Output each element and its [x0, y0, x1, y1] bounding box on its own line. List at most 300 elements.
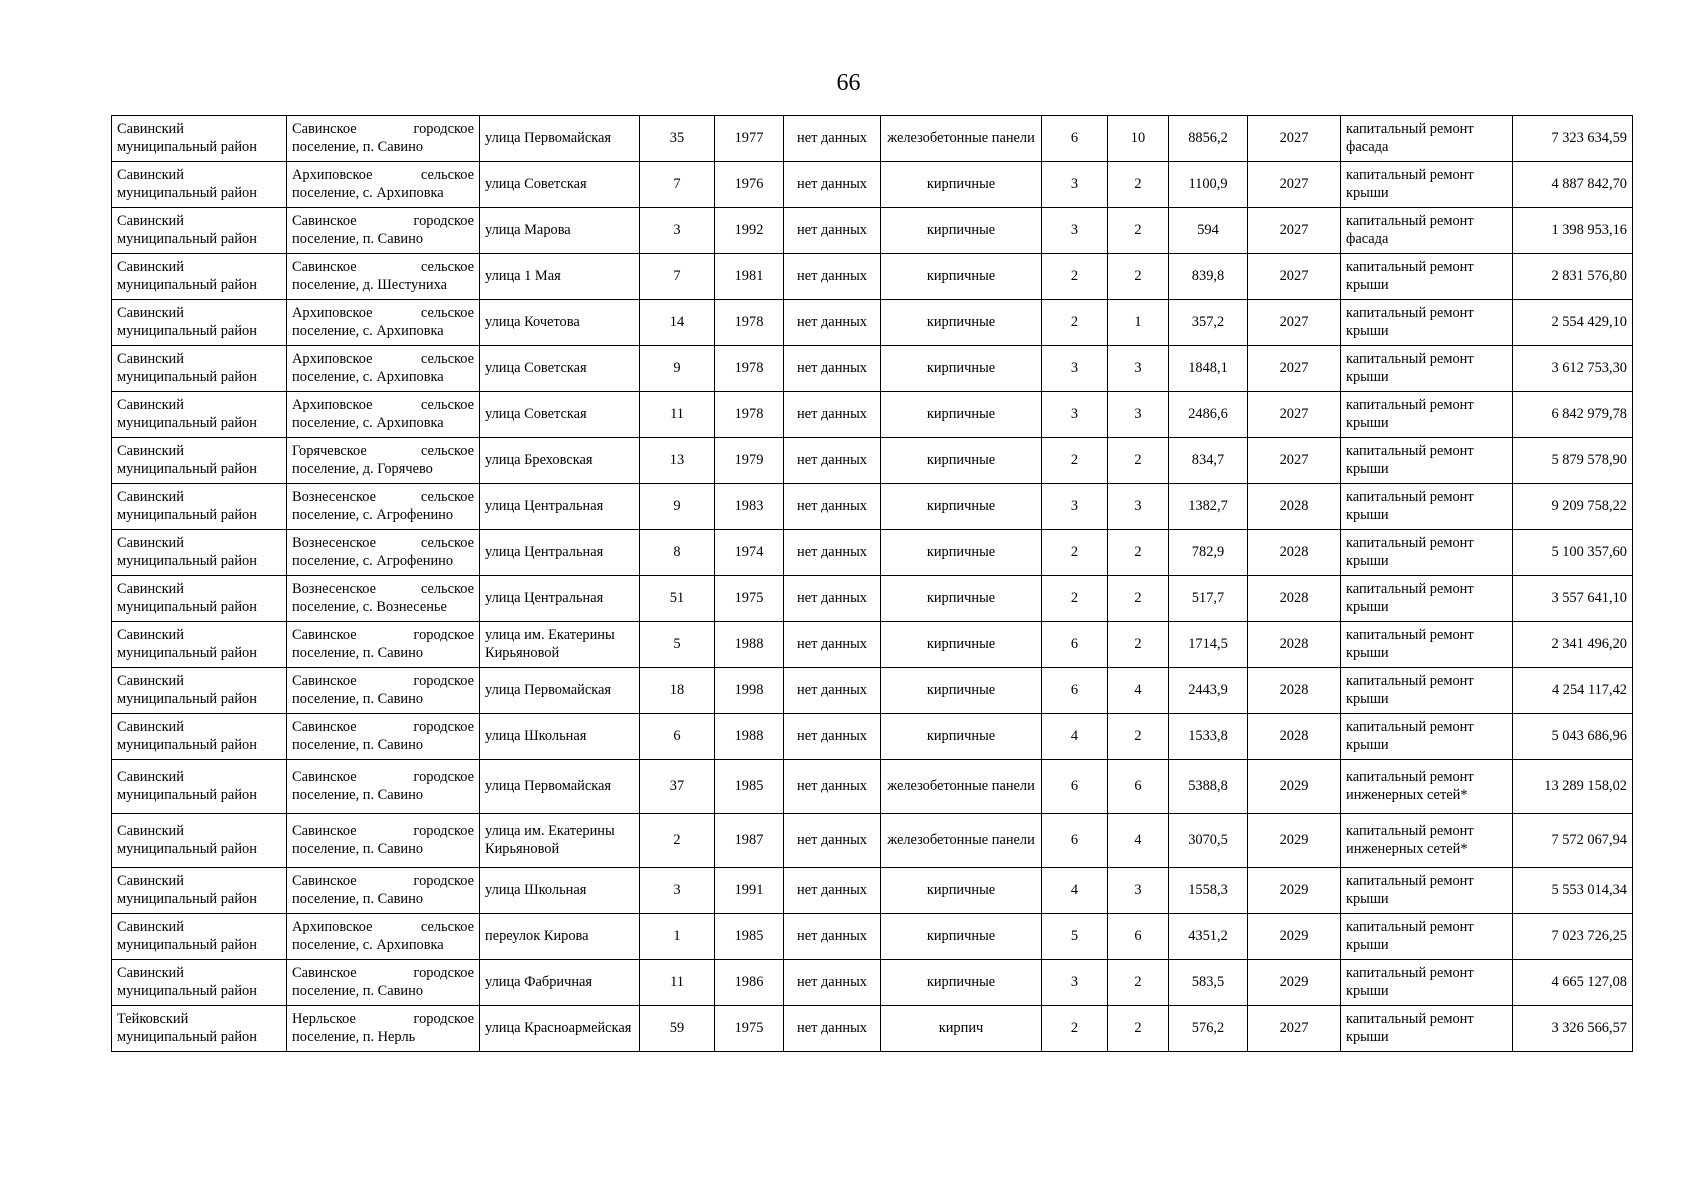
cell-entrances: 2 — [1108, 622, 1169, 668]
cell-area: 594 — [1169, 208, 1248, 254]
cell-settlement — [287, 116, 480, 162]
cell-street: улица Первомайская — [480, 668, 640, 714]
table-row — [112, 162, 1633, 208]
cell-settlement — [287, 622, 480, 668]
cell-work-type: капитальный ремонт крыши — [1341, 530, 1513, 576]
cell-district: Савинский муниципальный район — [112, 576, 287, 622]
cell-wall-material: кирпичные — [881, 668, 1042, 714]
cell-build-year: 1976 — [715, 162, 784, 208]
cell-street: улица Советская — [480, 162, 640, 208]
cell-build-year: 1974 — [715, 530, 784, 576]
settlement-line-1: Савинское городское — [292, 965, 474, 981]
cell-floors: 3 — [1042, 346, 1108, 392]
cell-build-year: 1998 — [715, 668, 784, 714]
cell-work-type: капитальный ремонт крыши — [1341, 622, 1513, 668]
cell-entrances: 2 — [1108, 438, 1169, 484]
table-row — [112, 208, 1633, 254]
cell-cost: 2 341 496,20 — [1513, 622, 1633, 668]
settlement-line-1: Архиповское сельское — [292, 167, 474, 183]
cell-entrances: 3 — [1108, 484, 1169, 530]
cell-house-number: 9 — [640, 484, 715, 530]
settlement-line-1: Савинское городское — [292, 823, 474, 839]
cell-house-number: 2 — [640, 814, 715, 868]
cell-floors: 3 — [1042, 162, 1108, 208]
cell-commissioning: нет данных — [784, 714, 881, 760]
cell-entrances: 2 — [1108, 576, 1169, 622]
cell-district: Савинский муниципальный район — [112, 668, 287, 714]
cell-entrances: 4 — [1108, 668, 1169, 714]
table-row — [112, 116, 1633, 162]
cell-commissioning: нет данных — [784, 530, 881, 576]
cell-area: 782,9 — [1169, 530, 1248, 576]
cell-area: 3070,5 — [1169, 814, 1248, 868]
cell-entrances: 3 — [1108, 868, 1169, 914]
cell-commissioning: нет данных — [784, 438, 881, 484]
cell-entrances: 6 — [1108, 760, 1169, 814]
cell-work-type: капитальный ремонт крыши — [1341, 576, 1513, 622]
cell-wall-material: кирпичные — [881, 576, 1042, 622]
cell-district: Савинский муниципальный район — [112, 162, 287, 208]
cell-cost: 4 665 127,08 — [1513, 960, 1633, 1006]
settlement-line-2: поселение, п. Савино — [292, 644, 424, 661]
cell-entrances: 2 — [1108, 714, 1169, 760]
settlement-line-2: поселение, с. Архиповка — [292, 184, 444, 201]
settlement-line-2: поселение, с. Агрофенино — [292, 506, 454, 523]
cell-work-type: капитальный ремонт крыши — [1341, 714, 1513, 760]
cell-street: улица Советская — [480, 392, 640, 438]
cell-settlement — [287, 1006, 480, 1052]
housing-register-table — [111, 115, 1633, 1052]
table-row — [112, 868, 1633, 914]
settlement-line-2: поселение, д. Горячево — [292, 460, 433, 477]
page-number: 66 — [836, 70, 861, 96]
cell-build-year: 1983 — [715, 484, 784, 530]
cell-street: улица 1 Мая — [480, 254, 640, 300]
table-row — [112, 622, 1633, 668]
cell-floors: 2 — [1042, 254, 1108, 300]
settlement-line-1: Савинское городское — [292, 213, 474, 229]
cell-plan-year: 2029 — [1248, 868, 1341, 914]
cell-cost: 5 553 014,34 — [1513, 868, 1633, 914]
cell-work-type: капитальный ремонт крыши — [1341, 914, 1513, 960]
cell-plan-year: 2027 — [1248, 162, 1341, 208]
table-row — [112, 438, 1633, 484]
cell-district: Савинский муниципальный район — [112, 814, 287, 868]
cell-area: 2443,9 — [1169, 668, 1248, 714]
cell-cost: 13 289 158,02 — [1513, 760, 1633, 814]
cell-street: улица Центральная — [480, 484, 640, 530]
cell-cost: 6 842 979,78 — [1513, 392, 1633, 438]
cell-build-year: 1987 — [715, 814, 784, 868]
table-row — [112, 960, 1633, 1006]
cell-build-year: 1981 — [715, 254, 784, 300]
cell-area: 5388,8 — [1169, 760, 1248, 814]
cell-area: 4351,2 — [1169, 914, 1248, 960]
cell-settlement — [287, 914, 480, 960]
settlement-line-1: Вознесенское сельское — [292, 489, 474, 505]
cell-commissioning: нет данных — [784, 392, 881, 438]
cell-house-number: 37 — [640, 760, 715, 814]
cell-street: улица Центральная — [480, 530, 640, 576]
cell-commissioning: нет данных — [784, 622, 881, 668]
cell-floors: 3 — [1042, 208, 1108, 254]
cell-street: улица Фабричная — [480, 960, 640, 1006]
cell-plan-year: 2029 — [1248, 760, 1341, 814]
cell-commissioning: нет данных — [784, 868, 881, 914]
cell-build-year: 1988 — [715, 622, 784, 668]
cell-house-number: 7 — [640, 162, 715, 208]
settlement-line-2: поселение, п. Савино — [292, 982, 424, 999]
cell-floors: 6 — [1042, 622, 1108, 668]
settlement-line-1: Савинское городское — [292, 121, 474, 137]
cell-entrances: 6 — [1108, 914, 1169, 960]
cell-street: улица Бреховская — [480, 438, 640, 484]
cell-area: 576,2 — [1169, 1006, 1248, 1052]
cell-house-number: 7 — [640, 254, 715, 300]
cell-commissioning: нет данных — [784, 346, 881, 392]
cell-plan-year: 2027 — [1248, 116, 1341, 162]
cell-district: Савинский муниципальный район — [112, 868, 287, 914]
cell-build-year: 1977 — [715, 116, 784, 162]
cell-floors: 6 — [1042, 814, 1108, 868]
cell-work-type: капитальный ремонт фасада — [1341, 116, 1513, 162]
cell-district: Савинский муниципальный район — [112, 346, 287, 392]
cell-commissioning: нет данных — [784, 960, 881, 1006]
cell-settlement — [287, 438, 480, 484]
cell-entrances: 3 — [1108, 392, 1169, 438]
cell-commissioning: нет данных — [784, 484, 881, 530]
cell-plan-year: 2027 — [1248, 208, 1341, 254]
settlement-line-1: Савинское сельское — [292, 259, 474, 275]
cell-plan-year: 2028 — [1248, 576, 1341, 622]
cell-house-number: 1 — [640, 914, 715, 960]
cell-floors: 5 — [1042, 914, 1108, 960]
cell-wall-material: кирпичные — [881, 484, 1042, 530]
cell-district: Савинский муниципальный район — [112, 760, 287, 814]
settlement-line-1: Савинское городское — [292, 769, 474, 785]
cell-wall-material: кирпич — [881, 1006, 1042, 1052]
cell-build-year: 1992 — [715, 208, 784, 254]
cell-area: 1848,1 — [1169, 346, 1248, 392]
cell-entrances: 2 — [1108, 162, 1169, 208]
cell-district: Савинский муниципальный район — [112, 914, 287, 960]
cell-area: 834,7 — [1169, 438, 1248, 484]
cell-house-number: 3 — [640, 868, 715, 914]
cell-commissioning: нет данных — [784, 162, 881, 208]
cell-build-year: 1978 — [715, 392, 784, 438]
cell-street: улица Кочетова — [480, 300, 640, 346]
cell-plan-year: 2028 — [1248, 484, 1341, 530]
cell-work-type: капитальный ремонт крыши — [1341, 438, 1513, 484]
table-row — [112, 254, 1633, 300]
cell-plan-year: 2028 — [1248, 622, 1341, 668]
cell-wall-material: железобетонные панели — [881, 814, 1042, 868]
table-row — [112, 300, 1633, 346]
cell-wall-material: кирпичные — [881, 162, 1042, 208]
cell-settlement — [287, 668, 480, 714]
cell-district: Савинский муниципальный район — [112, 438, 287, 484]
settlement-line-2: поселение, с. Архиповка — [292, 322, 444, 339]
settlement-line-1: Савинское городское — [292, 627, 474, 643]
cell-work-type: капитальный ремонт инженерных сетей* — [1341, 814, 1513, 868]
cell-plan-year: 2029 — [1248, 814, 1341, 868]
cell-work-type: капитальный ремонт крыши — [1341, 668, 1513, 714]
cell-commissioning: нет данных — [784, 208, 881, 254]
cell-district: Савинский муниципальный район — [112, 714, 287, 760]
cell-house-number: 18 — [640, 668, 715, 714]
cell-settlement — [287, 530, 480, 576]
cell-street: улица Красноармейская — [480, 1006, 640, 1052]
cell-build-year: 1975 — [715, 576, 784, 622]
cell-district: Савинский муниципальный район — [112, 484, 287, 530]
cell-floors: 4 — [1042, 868, 1108, 914]
cell-house-number: 8 — [640, 530, 715, 576]
cell-cost: 7 023 726,25 — [1513, 914, 1633, 960]
cell-house-number: 59 — [640, 1006, 715, 1052]
cell-settlement — [287, 714, 480, 760]
cell-district: Савинский муниципальный район — [112, 622, 287, 668]
cell-wall-material: кирпичные — [881, 960, 1042, 1006]
cell-settlement — [287, 346, 480, 392]
cell-area: 583,5 — [1169, 960, 1248, 1006]
cell-plan-year: 2027 — [1248, 438, 1341, 484]
cell-floors: 6 — [1042, 668, 1108, 714]
cell-wall-material: кирпичные — [881, 714, 1042, 760]
table-row — [112, 760, 1633, 814]
cell-area: 517,7 — [1169, 576, 1248, 622]
cell-plan-year: 2028 — [1248, 668, 1341, 714]
cell-area: 1382,7 — [1169, 484, 1248, 530]
cell-district: Савинский муниципальный район — [112, 254, 287, 300]
cell-build-year: 1991 — [715, 868, 784, 914]
cell-district: Савинский муниципальный район — [112, 960, 287, 1006]
cell-house-number: 6 — [640, 714, 715, 760]
cell-plan-year: 2027 — [1248, 254, 1341, 300]
cell-area: 1714,5 — [1169, 622, 1248, 668]
settlement-line-2: поселение, с. Архиповка — [292, 368, 444, 385]
cell-commissioning: нет данных — [784, 760, 881, 814]
cell-street: улица Школьная — [480, 868, 640, 914]
cell-floors: 4 — [1042, 714, 1108, 760]
cell-district: Савинский муниципальный район — [112, 208, 287, 254]
cell-plan-year: 2027 — [1248, 392, 1341, 438]
cell-work-type: капитальный ремонт крыши — [1341, 392, 1513, 438]
cell-work-type: капитальный ремонт крыши — [1341, 162, 1513, 208]
cell-wall-material: кирпичные — [881, 622, 1042, 668]
cell-work-type: капитальный ремонт крыши — [1341, 484, 1513, 530]
cell-commissioning: нет данных — [784, 254, 881, 300]
cell-build-year: 1975 — [715, 1006, 784, 1052]
table-row — [112, 346, 1633, 392]
cell-settlement — [287, 162, 480, 208]
cell-wall-material: кирпичные — [881, 530, 1042, 576]
cell-floors: 6 — [1042, 116, 1108, 162]
cell-cost: 7 323 634,59 — [1513, 116, 1633, 162]
cell-wall-material: железобетонные панели — [881, 116, 1042, 162]
cell-cost: 1 398 953,16 — [1513, 208, 1633, 254]
settlement-line-2: поселение, д. Шестуниха — [292, 276, 448, 293]
cell-district: Савинский муниципальный район — [112, 392, 287, 438]
table-row — [112, 714, 1633, 760]
settlement-line-1: Архиповское сельское — [292, 351, 474, 367]
cell-house-number: 9 — [640, 346, 715, 392]
cell-settlement — [287, 208, 480, 254]
settlement-line-2: поселение, п. Савино — [292, 890, 424, 907]
cell-cost: 3 326 566,57 — [1513, 1006, 1633, 1052]
cell-build-year: 1985 — [715, 914, 784, 960]
cell-entrances: 10 — [1108, 116, 1169, 162]
settlement-line-1: Савинское городское — [292, 719, 474, 735]
cell-street: улица им. Екатерины Кирьяновой — [480, 814, 640, 868]
cell-commissioning: нет данных — [784, 814, 881, 868]
table-row — [112, 668, 1633, 714]
cell-street: улица им. Екатерины Кирьяновой — [480, 622, 640, 668]
cell-cost: 9 209 758,22 — [1513, 484, 1633, 530]
settlement-line-2: поселение, п. Савино — [292, 840, 424, 857]
settlement-line-1: Савинское городское — [292, 673, 474, 689]
cell-street: улица Школьная — [480, 714, 640, 760]
settlement-line-2: поселение, п. Савино — [292, 690, 424, 707]
cell-wall-material: кирпичные — [881, 914, 1042, 960]
settlement-line-1: Архиповское сельское — [292, 397, 474, 413]
cell-entrances: 2 — [1108, 1006, 1169, 1052]
cell-entrances: 3 — [1108, 346, 1169, 392]
cell-work-type: капитальный ремонт крыши — [1341, 346, 1513, 392]
settlement-line-1: Вознесенское сельское — [292, 581, 474, 597]
cell-cost: 5 100 357,60 — [1513, 530, 1633, 576]
cell-house-number: 3 — [640, 208, 715, 254]
cell-house-number: 35 — [640, 116, 715, 162]
cell-work-type: капитальный ремонт крыши — [1341, 1006, 1513, 1052]
cell-cost: 4 887 842,70 — [1513, 162, 1633, 208]
settlement-line-1: Нерльское городское — [292, 1011, 474, 1027]
cell-settlement — [287, 484, 480, 530]
cell-build-year: 1978 — [715, 346, 784, 392]
cell-house-number: 11 — [640, 392, 715, 438]
table-row — [112, 914, 1633, 960]
cell-settlement — [287, 254, 480, 300]
cell-wall-material: железобетонные панели — [881, 760, 1042, 814]
settlement-line-1: Горячевское сельское — [292, 443, 474, 459]
settlement-line-2: поселение, п. Нерль — [292, 1028, 416, 1045]
settlement-line-1: Савинское городское — [292, 873, 474, 889]
cell-floors: 3 — [1042, 392, 1108, 438]
cell-settlement — [287, 392, 480, 438]
table-row — [112, 484, 1633, 530]
cell-commissioning: нет данных — [784, 116, 881, 162]
cell-floors: 2 — [1042, 300, 1108, 346]
settlement-line-2: поселение, п. Савино — [292, 138, 424, 155]
cell-floors: 3 — [1042, 484, 1108, 530]
cell-settlement — [287, 814, 480, 868]
cell-settlement — [287, 576, 480, 622]
cell-work-type: капитальный ремонт крыши — [1341, 254, 1513, 300]
cell-entrances: 2 — [1108, 208, 1169, 254]
cell-plan-year: 2029 — [1248, 914, 1341, 960]
cell-commissioning: нет данных — [784, 300, 881, 346]
cell-build-year: 1985 — [715, 760, 784, 814]
settlement-line-2: поселение, п. Савино — [292, 786, 424, 803]
cell-commissioning: нет данных — [784, 576, 881, 622]
table-row — [112, 814, 1633, 868]
cell-area: 1558,3 — [1169, 868, 1248, 914]
cell-district: Савинский муниципальный район — [112, 530, 287, 576]
cell-house-number: 11 — [640, 960, 715, 1006]
cell-street: улица Первомайская — [480, 760, 640, 814]
cell-work-type: капитальный ремонт крыши — [1341, 960, 1513, 1006]
cell-wall-material: кирпичные — [881, 254, 1042, 300]
cell-plan-year: 2027 — [1248, 300, 1341, 346]
settlement-line-2: поселение, с. Архиповка — [292, 936, 444, 953]
cell-wall-material: кирпичные — [881, 346, 1042, 392]
cell-build-year: 1978 — [715, 300, 784, 346]
cell-cost: 5 043 686,96 — [1513, 714, 1633, 760]
settlement-line-2: поселение, с. Архиповка — [292, 414, 444, 431]
cell-cost: 3 612 753,30 — [1513, 346, 1633, 392]
cell-entrances: 2 — [1108, 960, 1169, 1006]
settlement-line-1: Архиповское сельское — [292, 919, 474, 935]
cell-wall-material: кирпичные — [881, 392, 1042, 438]
cell-entrances: 2 — [1108, 530, 1169, 576]
cell-area: 1100,9 — [1169, 162, 1248, 208]
cell-work-type: капитальный ремонт крыши — [1341, 868, 1513, 914]
settlement-line-1: Вознесенское сельское — [292, 535, 474, 551]
cell-work-type: капитальный ремонт фасада — [1341, 208, 1513, 254]
cell-area: 2486,6 — [1169, 392, 1248, 438]
cell-floors: 6 — [1042, 760, 1108, 814]
cell-entrances: 1 — [1108, 300, 1169, 346]
cell-settlement — [287, 960, 480, 1006]
table-row — [112, 530, 1633, 576]
cell-build-year: 1986 — [715, 960, 784, 1006]
cell-cost: 2 554 429,10 — [1513, 300, 1633, 346]
cell-build-year: 1988 — [715, 714, 784, 760]
cell-floors: 2 — [1042, 1006, 1108, 1052]
cell-street: улица Первомайская — [480, 116, 640, 162]
cell-plan-year: 2028 — [1248, 714, 1341, 760]
cell-floors: 3 — [1042, 960, 1108, 1006]
cell-build-year: 1979 — [715, 438, 784, 484]
cell-house-number: 13 — [640, 438, 715, 484]
cell-commissioning: нет данных — [784, 1006, 881, 1052]
cell-cost: 7 572 067,94 — [1513, 814, 1633, 868]
cell-district: Савинский муниципальный район — [112, 116, 287, 162]
cell-district: Савинский муниципальный район — [112, 300, 287, 346]
cell-commissioning: нет данных — [784, 668, 881, 714]
cell-house-number: 51 — [640, 576, 715, 622]
cell-entrances: 4 — [1108, 814, 1169, 868]
cell-work-type: капитальный ремонт крыши — [1341, 300, 1513, 346]
cell-cost: 2 831 576,80 — [1513, 254, 1633, 300]
cell-wall-material: кирпичные — [881, 868, 1042, 914]
cell-street: улица Марова — [480, 208, 640, 254]
cell-entrances: 2 — [1108, 254, 1169, 300]
settlement-line-1: Архиповское сельское — [292, 305, 474, 321]
cell-commissioning: нет данных — [784, 914, 881, 960]
cell-house-number: 5 — [640, 622, 715, 668]
settlement-line-2: поселение, п. Савино — [292, 230, 424, 247]
cell-floors: 2 — [1042, 530, 1108, 576]
settlement-line-2: поселение, с. Вознесенье — [292, 598, 447, 615]
cell-wall-material: кирпичные — [881, 438, 1042, 484]
cell-area: 8856,2 — [1169, 116, 1248, 162]
cell-plan-year: 2028 — [1248, 530, 1341, 576]
table-body — [112, 116, 1633, 1052]
settlement-line-2: поселение, п. Савино — [292, 736, 424, 753]
cell-wall-material: кирпичные — [881, 300, 1042, 346]
cell-street: улица Центральная — [480, 576, 640, 622]
cell-area: 839,8 — [1169, 254, 1248, 300]
